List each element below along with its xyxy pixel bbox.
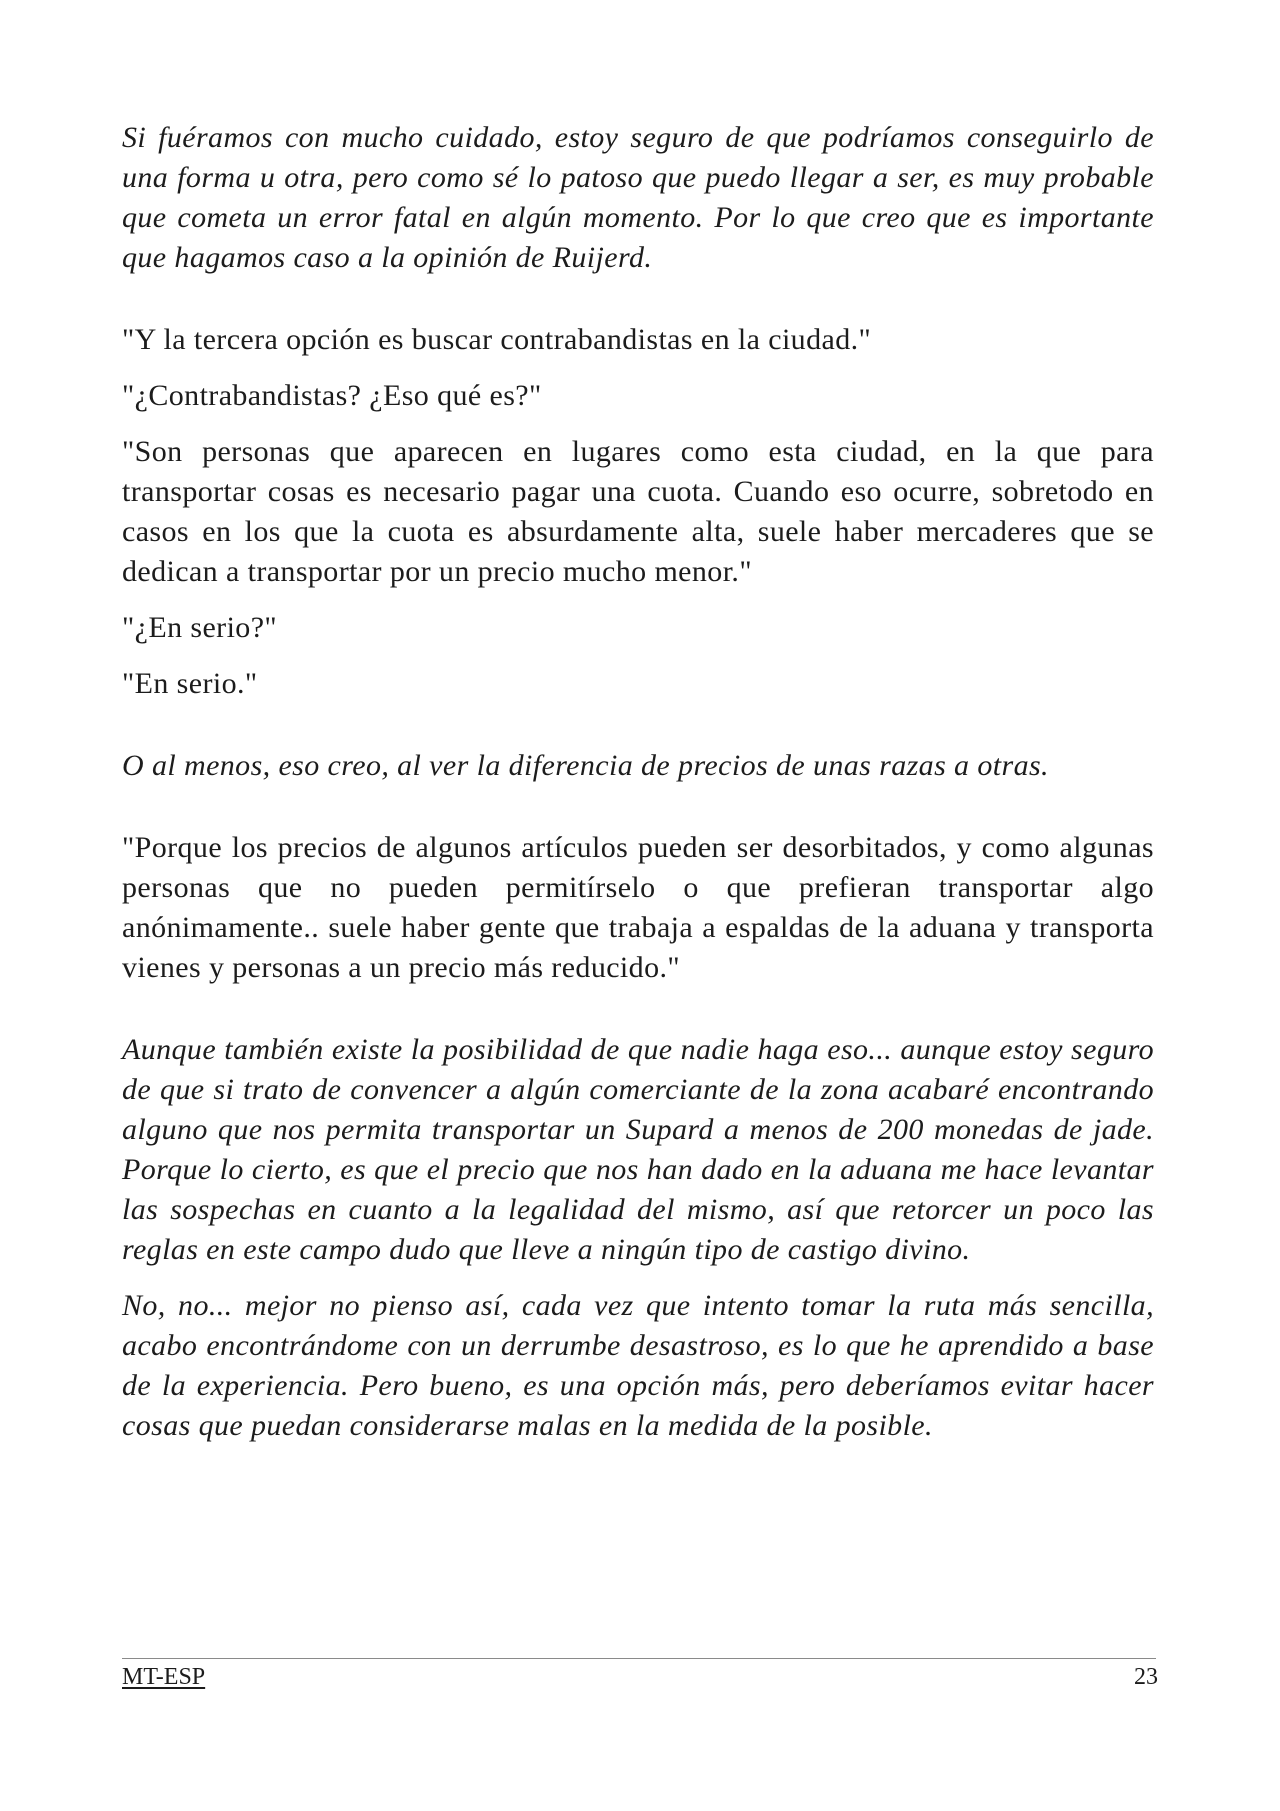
- paragraph-dialogue: "Son personas que aparecen en lugares como esta ciudad, en la que para transportar cosas es necesario pagar una cuota. Cuando eso ocurre, sobretodo en casos en los que la cuota es absurdamente alta, suele haber mercaderes que se dedican a transportar por un precio mucho menor.": [122, 435, 1154, 588]
- paragraph-inner-thought: Aunque también existe la posibilidad de que nadie haga eso... aunque estoy seguro de que si trato de convencer a algún comerciante de la zona acabaré encontrando alguno que nos permita transportar un Supard a menos de 200 monedas de jade. Porque lo cierto, es que el precio que nos han dado en la aduana me hace levantar las sospechas en cuanto a la legalidad del mismo, así que retorcer un poco las reglas en este campo dudo que lleve a ningún tipo de castigo divino.: [122, 1033, 1154, 1266]
- paragraph-dialogue: "Porque los precios de algunos artículos pueden ser desorbitados, y como algunas personas que no pueden permitírselo o que prefieran transportar algo anónimamente.. suele haber gente que trabaja a espaldas de la aduana y transporta vienes y personas a un precio más reducido.": [122, 831, 1154, 984]
- paragraph-dialogue: "En serio.": [122, 667, 258, 700]
- paragraph-inner-thought: No, no... mejor no pienso así, cada vez que intento tomar la ruta más sencilla, acabo encontrándome con un derrumbe desastroso, es lo que he aprendido a base de la experiencia. Pero bueno, es una opción más, pero deberíamos evitar hacer cosas que puedan considerarse malas en la medida de la posible.: [122, 1289, 1154, 1442]
- paragraph-inner-thought: Si fuéramos con mucho cuidado, estoy seguro de que podríamos conseguirlo de una forma u otra, pero como sé lo patoso que puedo llegar a ser, es muy probable que cometa un error fatal en algún momento. Por lo que creo que es importante que hagamos caso a la opinión de Ruijerd.: [122, 121, 1154, 274]
- paragraph-dialogue: "¿En serio?": [122, 611, 278, 644]
- paragraph-inner-thought: O al menos, eso creo, al ver la diferencia de precios de unas razas a otras.: [122, 749, 1049, 782]
- paragraph-dialogue: "Y la tercera opción es buscar contrabandistas en la ciudad.": [122, 323, 872, 356]
- paragraph-dialogue: "¿Contrabandistas? ¿Eso qué es?": [122, 379, 542, 412]
- page-number: 23: [1134, 1664, 1158, 1690]
- footer-divider: [122, 1658, 1156, 1659]
- document-body: [122, 118, 1154, 1446]
- footer-label: MT-ESP: [122, 1664, 206, 1690]
